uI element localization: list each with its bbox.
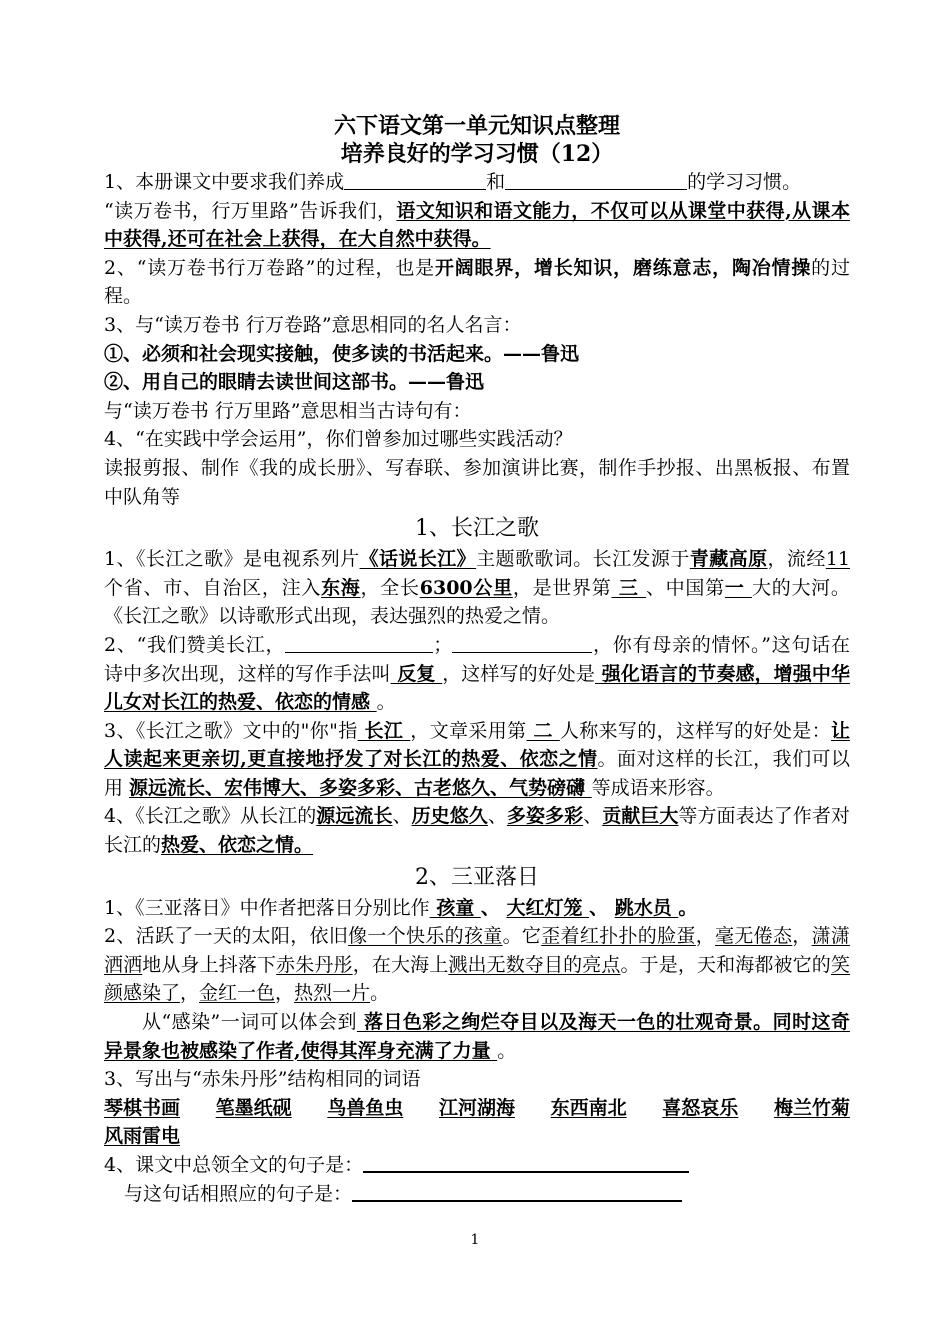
word-list [104, 1094, 850, 1123]
intro-q1-answer: “读万卷书，行万里路”告诉我们，语文知识和语文能力，不仅可以从课堂中获得,从课本中获得,还可在社会上获得，在大自然中获得。 [104, 199, 850, 251]
quote-1: ①、必须和社会现实接触，使多读的书活起来。——鲁迅 [104, 342, 580, 365]
word-item: 鸟兽鱼虫 [327, 1096, 404, 1119]
lesson2-heading: 2、三亚落日 [415, 864, 539, 890]
lesson2-p3: 从“感染”一词可以体会到 落日色彩之绚烂夺目以及海天一色的壮观奇景。同时这奇异景象也被感染了作者,使得其浑身充满了力量 。 [104, 1011, 850, 1062]
blank-field [285, 634, 433, 653]
lesson2-q4: 4、课文中总领全文的句子是： [104, 1151, 850, 1180]
word-item: 琴棋书画 [104, 1096, 181, 1119]
lesson2-p2: 2、活跃了一天的太阳，依旧像一个快乐的孩童。它歪着红扑扑的脸蛋，毫无倦态，潇潇洒洒地从身上抖落下赤朱丹彤，在大海上溅出无数夺目的亮点。于是，天和海都被它的笑颜感染了，金红一色，热烈一片。 [104, 925, 850, 1005]
intro-q3-poem: 与“读万卷书 行万里路”意思相当古诗句有： [104, 399, 472, 422]
document-page [104, 112, 850, 1208]
blank-field [363, 1153, 689, 1173]
lesson2-q4b: 与这句话相照应的句子是： [104, 1180, 850, 1209]
intro-q1: 1、本册课文中要求我们养成 和 的学习习惯。 [104, 171, 802, 193]
word-item-last: 风雨雷电 [104, 1125, 181, 1148]
word-item: 笔墨纸砚 [215, 1096, 292, 1119]
word-item: 东西南北 [550, 1096, 627, 1119]
page-number: 1 [470, 1232, 480, 1248]
lesson2-q3: 3、写出与“赤朱丹彤”结构相同的词语 [104, 1068, 421, 1091]
page-title: 六下语文第一单元知识点整理 [333, 113, 620, 139]
lesson1-p3: 3、《长江之歌》文中的"你"指 长江 ，文章采用第 二 人称来写的，这样写的好处是：让人读起来更亲切,更直接地抒发了对长江的热爱、依恋之情。面对这样的长江，我们可以用 源远流长、宏伟博大、多姿多彩、古老悠久、气势磅礴 等成语来形容。 [104, 719, 850, 799]
lesson1-p4: 4、《长江之歌》从长江的源远流长、历史悠久、多姿多彩、贡献巨大等方面表达了作者对长江的热爱、依恋之情。 [104, 805, 850, 857]
quote-2: ②、用自己的眼睛去读世间这部书。——鲁迅 [104, 371, 485, 394]
blank-field [352, 1182, 682, 1202]
word-item: 江河湖海 [438, 1096, 515, 1119]
intro-q2: 2、“读万卷书行万卷路”的过程，也是开阔眼界，增长知识，磨练意志，陶冶情操的过程。 [104, 256, 850, 308]
lesson2-p1: 1、《三亚落日》中作者把落日分别比作 孩童 、 大红灯笼 、 跳水员 。 [104, 896, 698, 919]
intro-q3: 3、与“读万卷书 行万卷路”意思相同的名人名言： [104, 313, 522, 336]
intro-q4-answer: 读报剪报、制作《我的成长册》、写春联、参加演讲比赛，制作手抄报、出黑板报、布置中队角等 [104, 456, 850, 508]
word-item: 喜怒哀乐 [662, 1096, 739, 1119]
blank-field [452, 634, 592, 653]
intro-q4: 4、“在实践中学会运用”，你们曾参加过哪些实践活动？ [104, 428, 573, 451]
word-item: 梅兰竹菊 [773, 1096, 850, 1119]
lesson1-p2: 2、“我们赞美长江， ； ，你有母亲的情怀。”这句话在诗中多次出现，这样的写作手法叫 反复 ，这样写的好处是 强化语言的节奏感，增强中华儿女对长江的热爱、依恋的情感 。 [104, 633, 850, 714]
blank-field [505, 171, 687, 190]
lesson1-p1: 1、《长江之歌》是电视系列片《话说长江》主题歌歌词。长江发源于青藏高原，流经11个省、市、自治区，注入东海，全长6300公里，是世界第 三 、中国第一 大的大河。《长江之歌》以诗歌形式出现，表达强烈的热爱之情。 [104, 548, 850, 628]
page-subtitle: 培养良好的学习习惯（12） [340, 141, 614, 167]
lesson1-heading: 1、长江之歌 [415, 516, 539, 542]
blank-field [344, 171, 486, 190]
